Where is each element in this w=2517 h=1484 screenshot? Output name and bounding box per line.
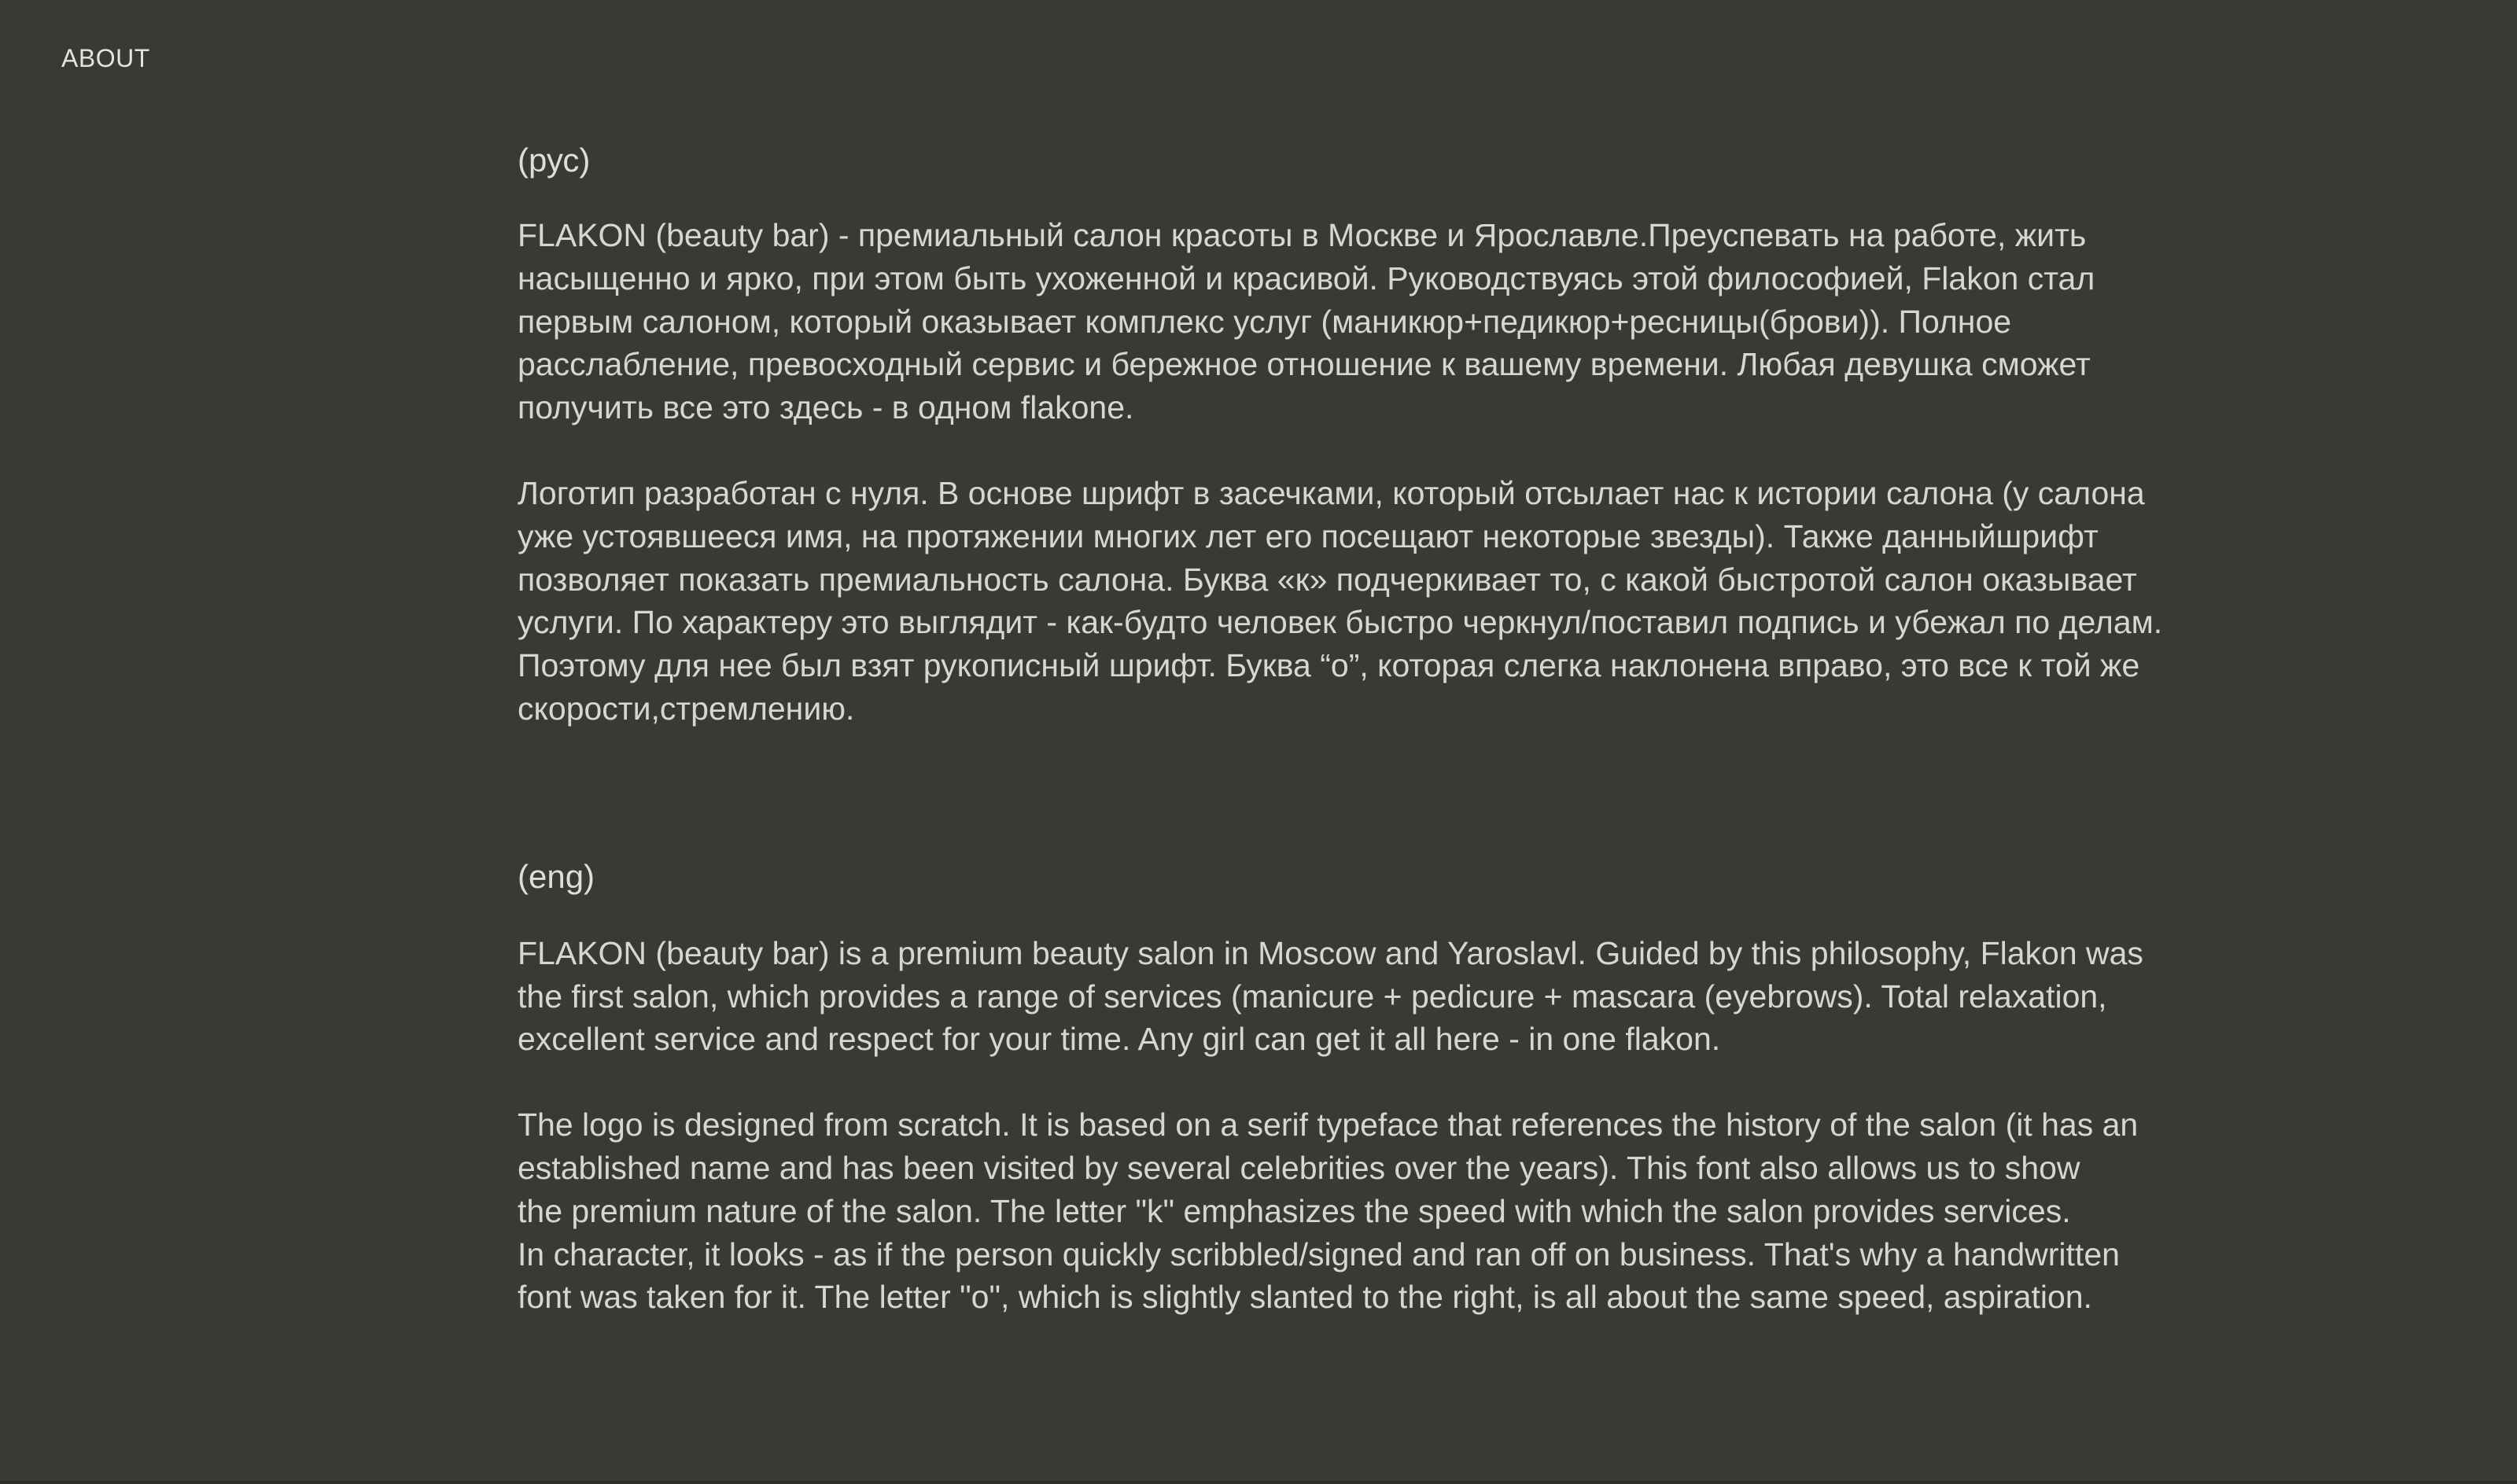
ru-paragraph-logo	[518, 472, 2217, 731]
text-line: the first salon, which provides a range of services (manicure + pedicure + mascara (eyebrows). Total relaxation,	[518, 978, 2107, 1014]
page-title: ABOUT	[61, 44, 150, 72]
text-line: the premium nature of the salon. The letter "k" emphasizes the speed with which the salon provides services.	[518, 1192, 2071, 1229]
bottom-divider	[0, 1481, 2517, 1484]
text-line: Поэтому для нее был взят рукописный шрифт. Буква “о”, которая слегка наклонена вправо, это все к той же	[518, 647, 2140, 684]
text-line: услуги. По характеру это выглядит - как-будто человек быстро черкнул/поставил подпись и убежал по делам.	[518, 604, 2163, 641]
text-line: уже устоявшееся имя, на протяжении многих лет его посещают некоторые звезды). Также данныйшрифт	[518, 517, 2099, 554]
text-line: первым салоном, который оказывает комплекс услуг (маникюр+педикюр+ресницы(брови)). Полное	[518, 303, 2012, 340]
text-line: расслабление, превосходный сервис и бережное отношение к вашему времени. Любая девушка сможет	[518, 346, 2091, 383]
text-line: The logo is designed from scratch. It is based on a serif typeface that references the history of the salon (it has an	[518, 1107, 2139, 1143]
text-line: FLAKON (beauty bar) - премиальный салон красоты в Москве и Ярославле.Преуспевать на работе, жить	[518, 217, 2087, 253]
text-line: скорости,стремлению.	[518, 690, 855, 727]
text-line: excellent service and respect for your time. Any girl can get it all here - in one flakon.	[518, 1021, 1721, 1058]
russian-section	[518, 135, 2217, 731]
language-heading-en: (eng)	[518, 857, 595, 895]
text-line: FLAKON (beauty bar) is a premium beauty salon in Moscow and Yaroslavl. Guided by this philosophy, Flakon was	[518, 934, 2143, 971]
text-line: позволяет показать премиальность салона. Буква «к» подчеркивает то, с какой быстротой салон оказывает	[518, 561, 2137, 598]
en-paragraph-logo	[518, 1103, 2217, 1319]
text-line: Логотип разработан с нуля. В основе шрифт в засечками, который отсылает нас к истории салона (у салона	[518, 474, 2145, 511]
english-section	[518, 852, 2217, 1319]
text-line: получить все это здесь - в одном flakone.	[518, 389, 1134, 426]
ru-paragraph-intro	[518, 214, 2217, 429]
text-line: established name and has been visited by several celebrities over the years). This font also allows us to show	[518, 1149, 2080, 1186]
text-line: In character, it looks - as if the person quickly scribbled/signed and ran off on business. That's why a handwritten	[518, 1235, 2120, 1272]
about-content	[518, 135, 2217, 1319]
text-line: насыщенно и ярко, при этом быть ухоженной и красивой. Руководствуясь этой философией, Flakon стал	[518, 260, 2095, 296]
en-paragraph-intro	[518, 932, 2217, 1061]
text-line: font was taken for it. The letter "o", which is slightly slanted to the right, is all about the same speed, aspiration.	[518, 1279, 2092, 1316]
language-heading-ru: (рус)	[518, 142, 591, 179]
